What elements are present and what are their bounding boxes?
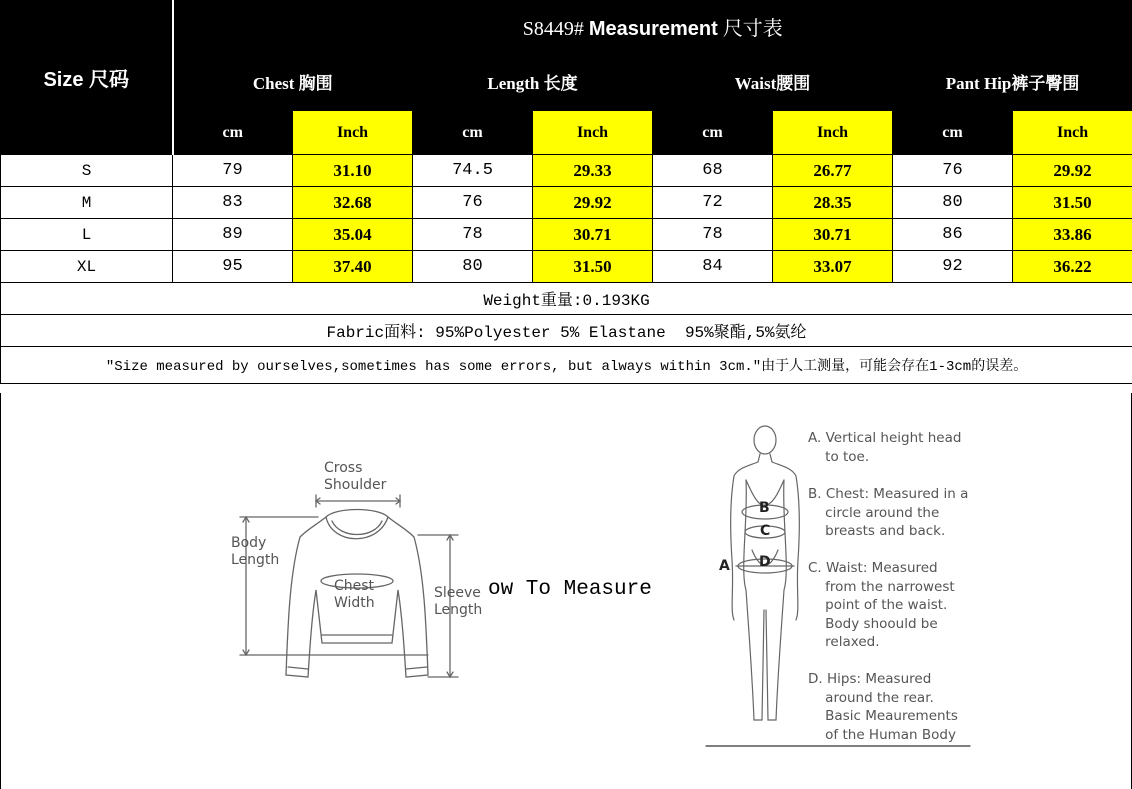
value-cell: 76 (413, 187, 533, 219)
table-title (173, 1, 1132, 52)
marker-b: B (759, 500, 770, 516)
size-cell: L (1, 219, 173, 251)
value-cell: 33.86 (1013, 219, 1132, 251)
value-cell: 80 (893, 187, 1013, 219)
body-note-d: D. Hips: Measured around the rear. Basic Meaurements of the Human Body (808, 671, 958, 743)
size-header: Size 尺码 (1, 1, 173, 155)
weight-row (1, 283, 1132, 315)
marker-c: C (760, 523, 771, 539)
unit-header: cm (893, 111, 1013, 155)
value-cell: 31.50 (533, 251, 653, 283)
group-header-chest: Chest 胸围 (173, 52, 413, 111)
size-cell: XL (1, 251, 173, 283)
value-cell: 72 (653, 187, 773, 219)
size-cell: M (1, 187, 173, 219)
fabric-text: Fabric面料: 95%Polyester 5% Elastane 95%聚酯,5%氨纶 (1, 315, 1132, 347)
title-code: S8449# (522, 17, 584, 40)
body-note-b: B. Chest: Measured in a circle around the breasts and back. (808, 486, 969, 539)
value-cell: 95 (173, 251, 293, 283)
value-cell: 32.68 (293, 187, 413, 219)
size-table (0, 0, 1132, 384)
value-cell: 76 (893, 155, 1013, 187)
how-to-measure-text: ow To Measure (488, 578, 652, 601)
table-row (1, 251, 1132, 283)
value-cell: 92 (893, 251, 1013, 283)
title-cn: 尺寸表 (722, 17, 783, 40)
unit-header: cm (413, 111, 533, 155)
weight-text: Weight重量:0.193KG (1, 283, 1132, 315)
value-cell: 74.5 (413, 155, 533, 187)
title-bold: Measurement (588, 17, 718, 40)
value-cell: 35.04 (293, 219, 413, 251)
unit-header: Inch (1013, 111, 1132, 155)
table-row (1, 219, 1132, 251)
value-cell: 89 (173, 219, 293, 251)
cross-shoulder-label: Cross Shoulder (324, 460, 387, 493)
sleeve-length-label: Sleeve Length (434, 585, 483, 618)
size-cell: S (1, 155, 173, 187)
value-cell: 29.92 (1013, 155, 1132, 187)
value-cell: 80 (413, 251, 533, 283)
note-text: "Size measured by ourselves,sometimes has some errors, but always within 3cm."由于人工测量，可能会存在1-3cm的误差。 (1, 347, 1132, 384)
chest-width-label: Chest Width (334, 578, 375, 611)
unit-header: Inch (293, 111, 413, 155)
value-cell: 68 (653, 155, 773, 187)
value-cell: 84 (653, 251, 773, 283)
body-length-label: Body Length (231, 535, 280, 568)
fabric-row (1, 315, 1132, 347)
value-cell: 30.71 (533, 219, 653, 251)
unit-header: Inch (773, 111, 893, 155)
note-row (1, 347, 1132, 384)
unit-header: cm (653, 111, 773, 155)
value-cell: 26.77 (773, 155, 893, 187)
table-row (1, 155, 1132, 187)
unit-header: Inch (533, 111, 653, 155)
value-cell: 29.92 (533, 187, 653, 219)
table-row (1, 187, 1132, 219)
group-header-waist: Waist腰围 (653, 52, 893, 111)
value-cell: 83 (173, 187, 293, 219)
body-note-c: C. Waist: Measured from the narrowest point of the waist. Body shoould be relaxed. (808, 560, 955, 650)
marker-d: D (759, 554, 771, 570)
value-cell: 33.07 (773, 251, 893, 283)
value-cell: 78 (413, 219, 533, 251)
value-cell: 30.71 (773, 219, 893, 251)
unit-header: cm (173, 111, 293, 155)
group-header-pant-hip: Pant Hip裤子臀围 (893, 52, 1132, 111)
body-note-a: A. Vertical height head to toe. (808, 430, 962, 465)
value-cell: 28.35 (773, 187, 893, 219)
value-cell: 36.22 (1013, 251, 1132, 283)
value-cell: 31.50 (1013, 187, 1132, 219)
value-cell: 78 (653, 219, 773, 251)
value-cell: 37.40 (293, 251, 413, 283)
marker-a: A (719, 558, 730, 574)
value-cell: 79 (173, 155, 293, 187)
value-cell: 31.10 (293, 155, 413, 187)
group-header-length: Length 长度 (413, 52, 653, 111)
value-cell: 86 (893, 219, 1013, 251)
value-cell: 29.33 (533, 155, 653, 187)
